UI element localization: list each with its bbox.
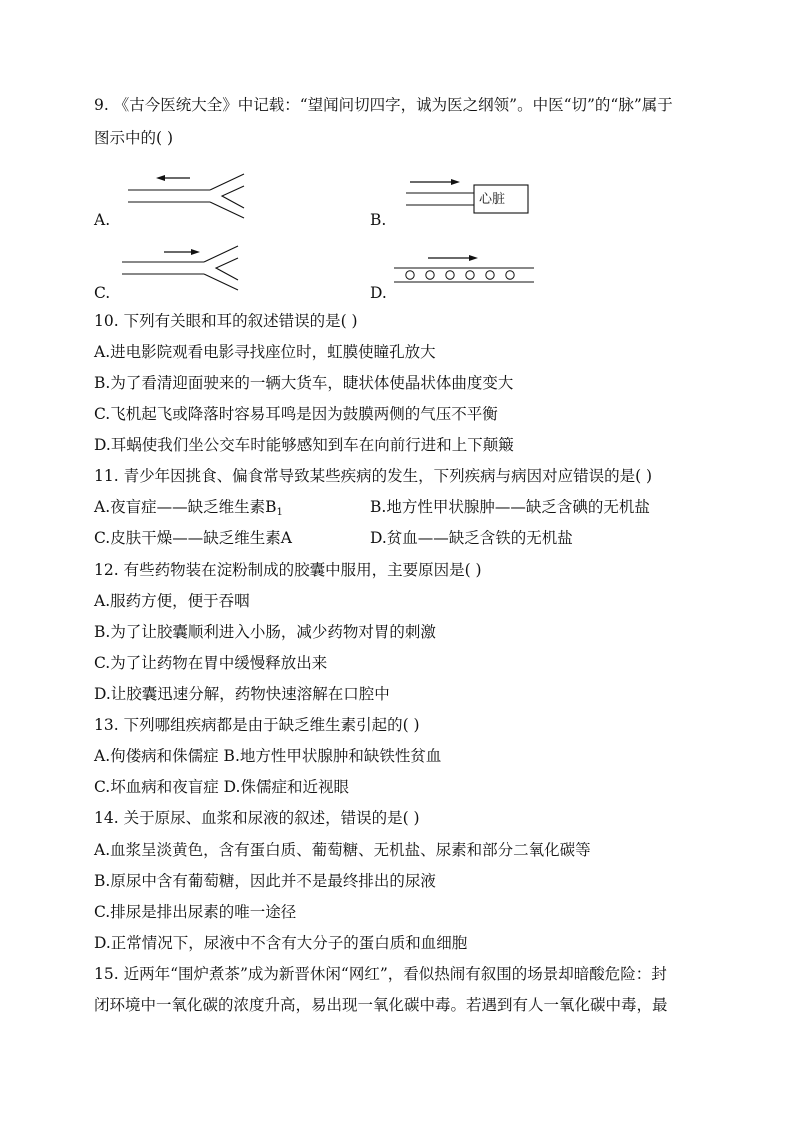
- q9-option-d-label: D.: [370, 284, 387, 302]
- q11-option-d: D.贫血——缺乏含铁的无机盐: [370, 529, 573, 547]
- q13-options-cd: C.坏血病和夜盲症 D.侏儒症和近视眼: [94, 778, 349, 796]
- heart-label: 心脏: [479, 192, 506, 207]
- q13-options-ab: A.佝偻病和侏儒症 B.地方性甲状腺肿和缺铁性贫血: [94, 747, 442, 765]
- q12-option-c: C.为了让药物在胃中缓慢释放出来: [94, 654, 328, 672]
- q12-option-d: D.让胶囊迅速分解，药物快速溶解在口腔中: [94, 685, 390, 703]
- q15-stem-line2: 闭环境中一氧化碳的浓度升高，易出现一氧化碳中毒。若遇到有人一氧化碳中毒，最: [94, 996, 668, 1014]
- q9-option-a-label: A.: [94, 211, 111, 229]
- blood-cell: [446, 271, 454, 279]
- q14-option-a: A.血浆呈淡黄色，含有蛋白质、葡萄糖、无机盐、尿素和部分二氧化碳等: [94, 841, 591, 859]
- blood-cell: [506, 271, 514, 279]
- q12-stem: 12. 有些药物装在淀粉制成的胶囊中服用，主要原因是( ): [94, 561, 482, 579]
- arrow-right-icon: [191, 249, 200, 255]
- q14-option-d: D.正常情况下，尿液中不含有大分子的蛋白质和血细胞: [94, 934, 468, 952]
- blood-cell: [426, 271, 434, 279]
- q9-option-c-label: C.: [94, 284, 111, 302]
- q14-option-c: C.排尿是排出尿素的唯一途径: [94, 903, 297, 921]
- q14-stem: 14. 关于原尿、血浆和尿液的叙述，错误的是( ): [94, 809, 420, 827]
- q9-option-b-label: B.: [370, 211, 387, 229]
- blood-cell: [486, 271, 494, 279]
- q11-option-a: A.夜盲症——缺乏维生素$B_1$: [94, 498, 283, 518]
- q11-stem: 11. 青少年因挑食、偏食常导致某些疾病的发生，下列疾病与病因对应错误的是( ): [94, 467, 653, 485]
- q10-option-d: D.耳蜗使我们坐公交车时能够感知到车在向前行进和上下颠簸: [94, 436, 514, 454]
- q11-option-c: C.皮肤干燥——缺乏维生素A: [94, 529, 292, 547]
- q15-stem-line1: 15. 近两年“围炉煮茶”成为新晋休闲“网红”，看似热闹有叙围的场景却暗酸危险：封: [94, 965, 667, 983]
- blood-cell: [406, 271, 414, 279]
- q10-stem: 10. 下列有关眼和耳的叙述错误的是( ): [94, 312, 358, 330]
- q10-option-a: A.进电影院观看电影寻找座位时，虹膜使瞳孔放大: [94, 343, 436, 361]
- q12-option-a: A.服药方便，便于吞咽: [94, 592, 250, 610]
- q9-stem-line2: 图示中的( ): [94, 129, 174, 147]
- arrow-right-icon: [451, 179, 460, 185]
- q9-diagram-d: [392, 250, 537, 290]
- arrow-right-icon: [469, 255, 478, 261]
- q11-option-b: B.地方性甲状腺肿——缺乏含碘的无机盐: [370, 498, 650, 516]
- q9-stem-line1: 9. 《古今医统大全》中记载：“望闻问切四字，诚为医之纲领”。中医“切”的“脉”属于: [94, 96, 673, 114]
- q10-option-b: B.为了看清迎面驶来的一辆大货车，睫状体使晶状体曲度变大: [94, 374, 514, 392]
- q9-diagram-b: [400, 174, 535, 220]
- q9-diagram-c: [120, 240, 260, 292]
- arrow-left-icon: [156, 175, 165, 181]
- q12-option-b: B.为了让胶囊顺利进入小肠，减少药物对胃的刺激: [94, 623, 436, 641]
- q13-stem: 13. 下列哪组疾病都是由于缺乏维生素引起的( ): [94, 716, 420, 734]
- q9-diagram-a: [120, 168, 260, 220]
- q14-option-b: B.原尿中含有葡萄糖，因此并不是最终排出的尿液: [94, 872, 436, 890]
- blood-cell: [466, 271, 474, 279]
- q11-option-a-subscript: 1: [276, 507, 283, 518]
- q10-option-c: C.飞机起飞或降落时容易耳鸣是因为鼓膜两侧的气压不平衡: [94, 405, 498, 423]
